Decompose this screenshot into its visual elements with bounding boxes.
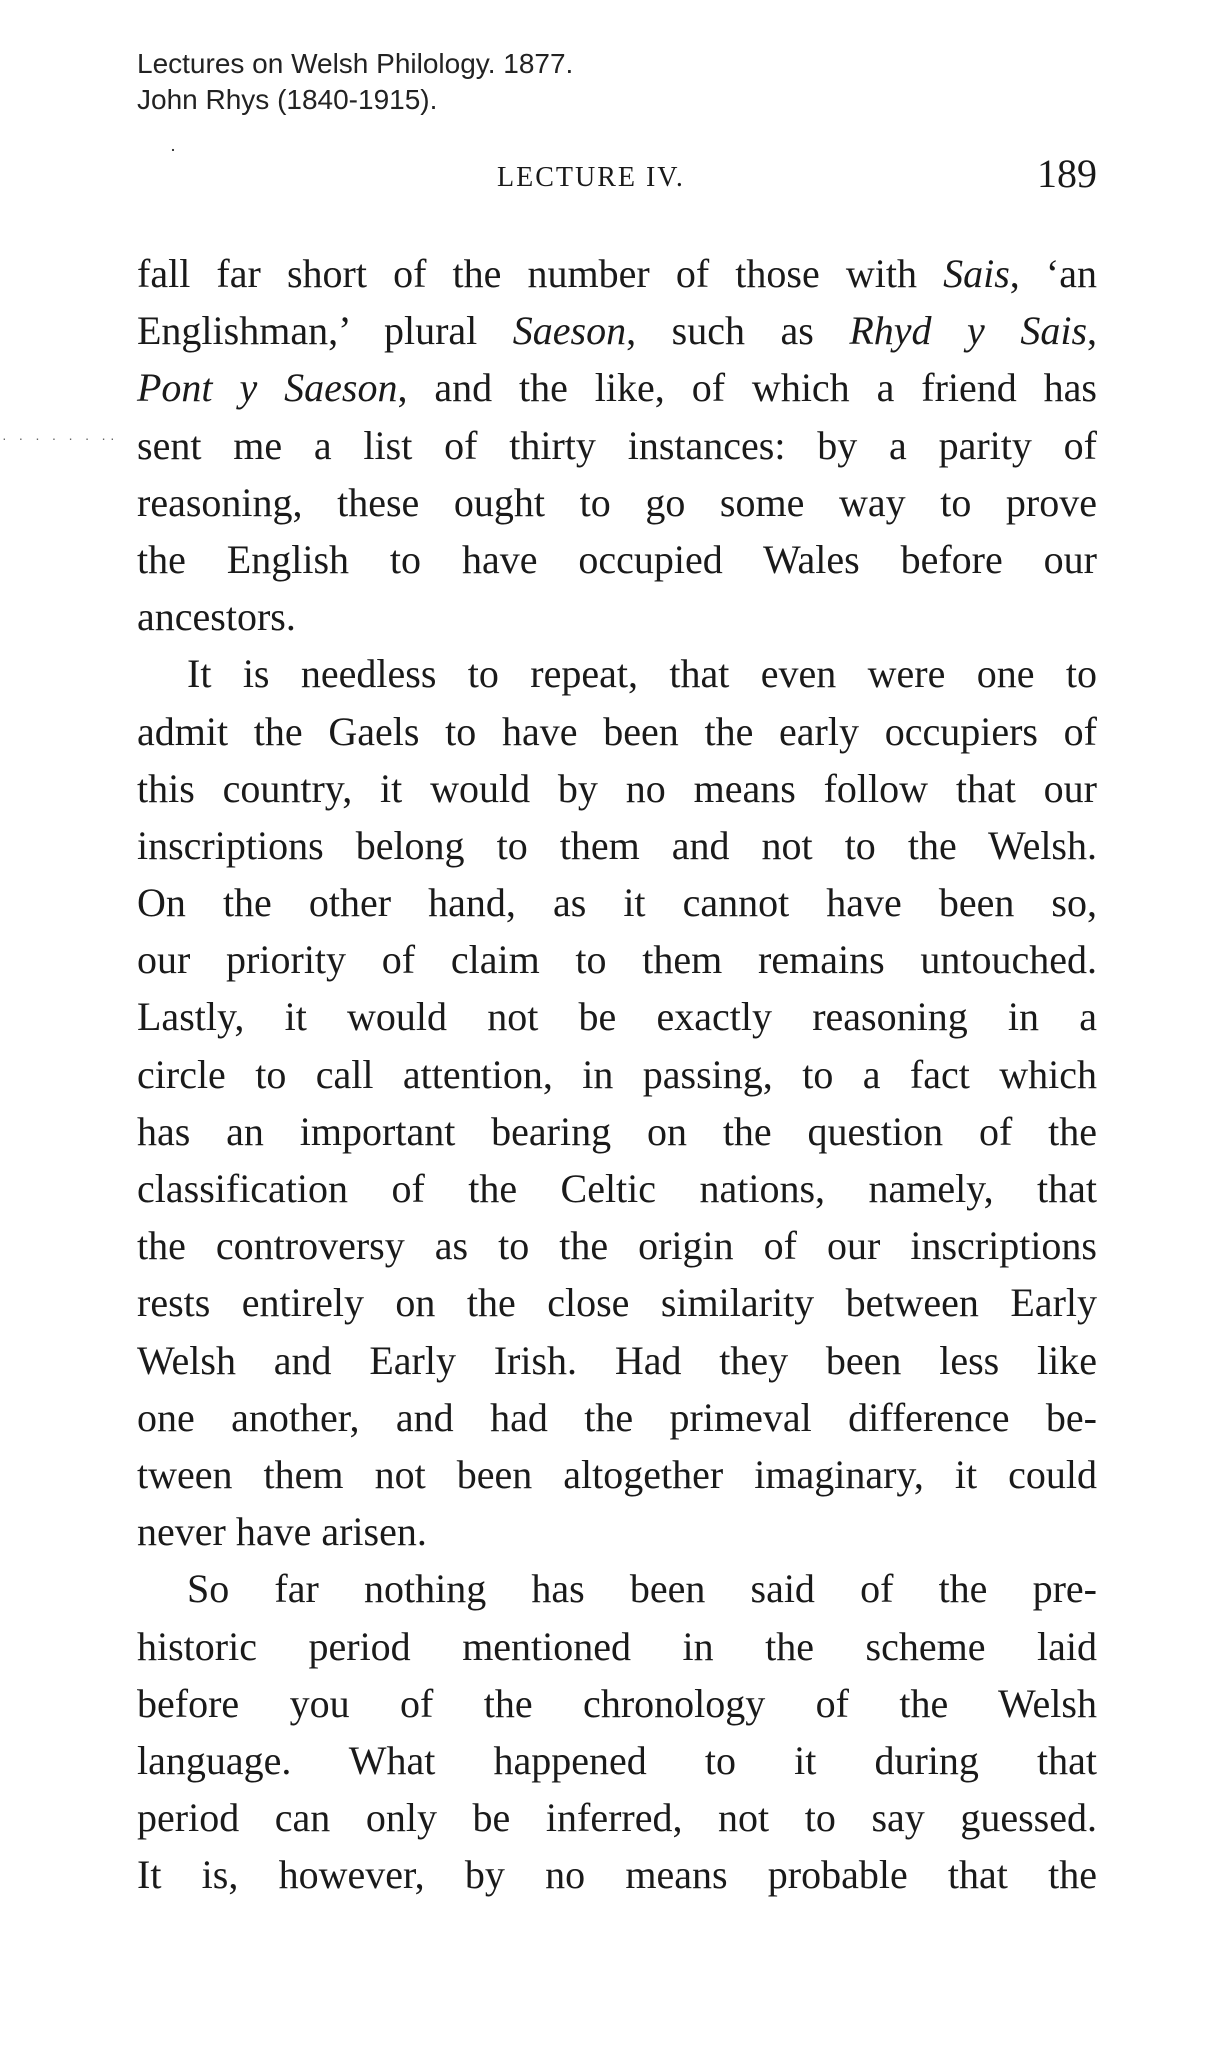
running-title: LECTURE IV. xyxy=(497,162,685,193)
text-line: reasoning, these ought to go some way to prove xyxy=(137,479,1097,525)
text-line: admit the Gaels to have been the early occupiers of xyxy=(137,708,1097,754)
paragraph-3 xyxy=(137,1560,1097,1903)
stray-mark: · xyxy=(170,140,176,160)
paragraph-1 xyxy=(137,245,1097,645)
italic-term: Saeson xyxy=(512,308,627,354)
text-line: classification of the Celtic nations, namely, that xyxy=(137,1166,1097,1211)
source-note xyxy=(137,46,573,118)
text-line: inscriptions belong to them and not to the Welsh. xyxy=(137,822,1097,868)
italic-term: Pont y Saeson xyxy=(137,365,398,411)
text-line: tween them not been altogether imaginary, it could xyxy=(137,1451,1097,1497)
running-header xyxy=(137,150,1097,200)
text-line: Englishman,’ plural Saeson, such as Rhyd y Sais, xyxy=(137,308,1098,354)
text-line: sent me a list of thirty instances: by a parity of xyxy=(137,422,1097,468)
text-line: fall far short of the number of those with Sais, ‘an xyxy=(137,251,1098,296)
text-line: this country, it would by no means follow that our xyxy=(137,765,1097,811)
text-line: circle to call attention, in passing, to a fact which xyxy=(137,1051,1097,1097)
text-line: period can only be inferred, not to say guessed. xyxy=(137,1795,1097,1841)
text-line: before you of the chronology of the Welsh xyxy=(137,1680,1097,1726)
text-line: Pont y Saeson, and the like, of which a friend has xyxy=(137,365,1097,411)
text-line: On the other hand, as it cannot have been so, xyxy=(137,880,1097,926)
page-number: 189 xyxy=(1037,151,1097,196)
text-line: rests entirely on the close similarity between Early xyxy=(137,1280,1097,1326)
italic-term: Sais xyxy=(943,251,1010,296)
text-line: has an important bearing on the question of the xyxy=(137,1108,1097,1154)
italic-term: Rhyd y Sais xyxy=(849,308,1088,354)
text-line: never have arisen. xyxy=(137,1509,427,1555)
text-line: It is, however, by no means probable that the xyxy=(137,1852,1097,1898)
text-line: ancestors. xyxy=(137,594,296,640)
text-line: Lastly, it would not be exactly reasoning in a xyxy=(137,994,1097,1040)
paragraph-2 xyxy=(137,645,1097,1560)
text-line: the English to have occupied Wales before our xyxy=(137,536,1097,582)
text-line: It is needless to repeat, that even were one to xyxy=(187,651,1097,697)
text-line: our priority of claim to them remains untouched. xyxy=(137,937,1097,983)
source-title-line: Lectures on Welsh Philology. 1877. xyxy=(137,48,574,79)
source-author-line: John Rhys (1840-1915). xyxy=(137,84,438,115)
text-line: historic period mentioned in the scheme laid xyxy=(137,1623,1097,1669)
page-body xyxy=(137,245,1097,1903)
margin-dots: · · · · · · ·· xyxy=(2,430,119,446)
text-line: one another, and had the primeval difference be- xyxy=(137,1394,1097,1440)
text-line: the controversy as to the origin of our inscriptions xyxy=(137,1223,1097,1269)
text-line: language. What happened to it during that xyxy=(137,1737,1097,1783)
text-line: So far nothing has been said of the pre- xyxy=(187,1566,1097,1612)
text-line: Welsh and Early Irish. Had they been less like xyxy=(137,1337,1097,1383)
